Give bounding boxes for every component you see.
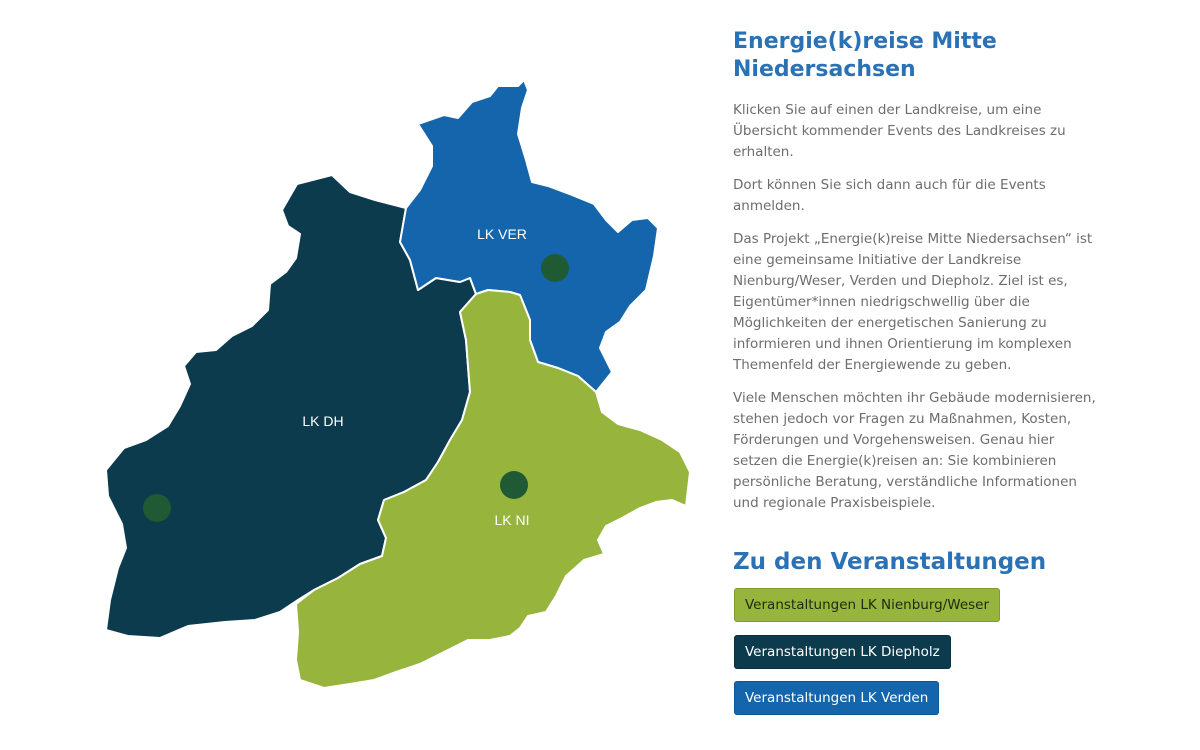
events-nienburg-button[interactable]: Veranstaltungen LK Nienburg/Weser bbox=[734, 588, 1000, 622]
label-lk-dh: LK DH bbox=[302, 413, 344, 429]
events-diepholz-button[interactable]: Veranstaltungen LK Diepholz bbox=[734, 635, 951, 669]
label-lk-ni: LK NI bbox=[494, 512, 530, 528]
events-verden-button[interactable]: Veranstaltungen LK Verden bbox=[734, 681, 939, 715]
marker-lk-ni[interactable] bbox=[500, 471, 528, 499]
marker-lk-ver[interactable] bbox=[541, 254, 569, 282]
project-paragraph: Das Projekt „Energie(k)reise Mitte Niedersachsen“ ist eine gemeinsame Initiative der Landkreise Nienburg/Weser, Verden und Diepholz. Ziel ist es, Eigentümer*innen niedrigschwellig über die Möglichkeiten der energetischen Sanierung zu informieren und ihnen Orientierung im komplexen Themenfeld der Energiewende zu geben. bbox=[733, 231, 1093, 373]
signup-paragraph: Dort können Sie sich dann auch für die Events anmelden. bbox=[733, 177, 1046, 214]
info-panel bbox=[733, 28, 1103, 526]
label-lk-ver: LK VER bbox=[477, 226, 527, 242]
page-title: Energie(k)reise Mitte Niedersachsen bbox=[733, 29, 997, 82]
marker-lk-dh[interactable] bbox=[143, 494, 171, 522]
intro-paragraph: Klicken Sie auf einen der Landkreise, um eine Übersicht kommender Events des Landkreises zu erhalten. bbox=[733, 102, 1066, 160]
energiereisen-paragraph: Viele Menschen möchten ihr Gebäude modernisieren, stehen jedoch vor Fragen zu Maßnahmen, Kosten, Förderungen und Vorgehensweisen. Genau hier setzen die Energie(k)reisen an: Sie kombinieren persönliche Beratung, verständliche Informationen und regionale Praxisbeispiele. bbox=[733, 390, 1096, 511]
events-heading: Zu den Veranstaltungen bbox=[733, 549, 1047, 575]
